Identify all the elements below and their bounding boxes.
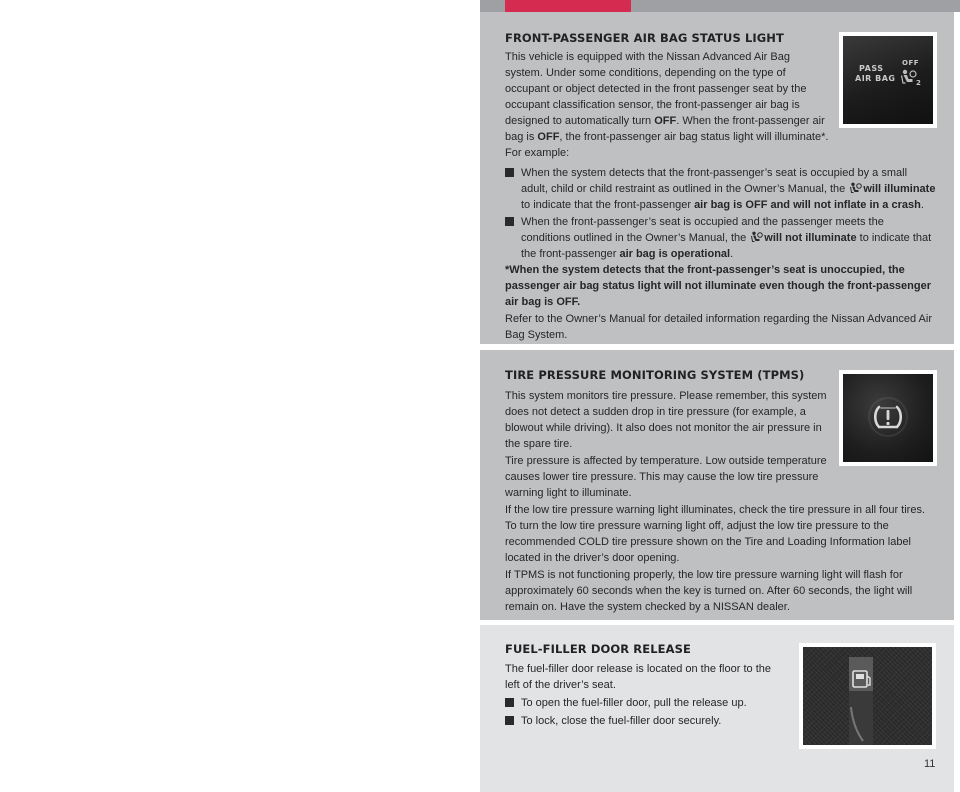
airbag-intro-line: system. Under some conditions, depending on the type of [505,67,786,79]
tpms-line: does not detect a sudden drop in tire pressure (for example, a [505,406,806,418]
airbag-bullet-1 [505,165,945,214]
airbag-note-line: *When the system detects that the front-passenger’s seat is unoccupied, the [505,264,905,276]
airbag-note-line: air bag is OFF. [505,296,581,308]
air-bag-label: AIR BAG [855,74,896,83]
tpms-warning-icon [868,397,908,437]
tpms-line: the spare tire. [505,438,573,450]
bullet-line [521,246,945,262]
tpms-warning-light-photo [839,370,937,466]
bullet-square-icon [505,698,514,707]
airbag-intro-line [505,113,825,129]
airbag-intro-line: occupant or object detected in the front passenger seat by the [505,83,807,95]
tpms-section [480,350,954,620]
off-emphasis: OFF [537,131,560,143]
fuel-lever-drawing [803,647,932,745]
tpms-line: remain on. Have the system checked by a NISSAN dealer. [505,601,790,613]
text-run: to indicate that [856,232,932,245]
bullet-line: To open the fuel-filler door, pull the release up. [521,697,747,709]
fuel-line: The fuel-filler door release is located on the floor to the [505,663,771,675]
text-run: . [920,199,924,212]
airbag-intro-line: For example: [505,147,570,159]
airbag-bullet-2 [505,214,945,263]
text-run: . [730,248,734,261]
text-run: . When the front-passenger air [676,115,825,127]
tpms-line: warning light to illuminate. [505,487,632,499]
tpms-line: To turn the low tire pressure warning light off, adjust the low tire pressure to the [505,520,889,532]
bullet-line: When the system detects that the front-passenger’s seat is occupied by a small [521,167,908,179]
fuel-bullet-1 [505,695,805,711]
tpms-photo-inner [843,374,933,462]
text-run: adult, child or child restraint as outlined in the Owner’s Manual, the [521,183,849,196]
text-run: will illuminate [863,183,936,196]
bullet-square-icon [505,168,514,177]
text-run: bag is [505,131,538,143]
airbag-intro-line [505,129,828,145]
text-run: , the front-passenger air bag status light will illuminate*. [559,131,829,143]
fuel-line: left of the driver’s seat. [505,679,616,691]
fuel-section [480,625,954,792]
bullet-line: When the front-passenger’s seat is occupied and the passenger meets the [521,216,884,228]
passenger-airbag-icon [849,182,862,194]
text-run: designed to automatically turn [505,115,655,127]
airbag-photo-inner [843,36,933,124]
bullet-square-icon [505,716,514,725]
fuel-bullet-2 [505,713,805,729]
passenger-airbag-icon [750,231,763,243]
bullet-line [521,181,945,197]
text-run: air bag is operational [619,248,731,261]
pass-label: PASS [859,64,884,73]
airbag-status-light-photo [839,32,937,128]
text-run: to indicate that the front-passenger [521,199,695,212]
bullet-line [521,197,945,213]
tpms-line: If TPMS is not functioning properly, the low tire pressure warning light will flash for [505,569,903,581]
airbag-intro-line: This vehicle is equipped with the Nissan Advanced Air Bag [505,51,790,63]
fuel-title: FUEL-FILLER DOOR RELEASE [505,642,691,656]
airbag-title: FRONT-PASSENGER AIR BAG STATUS LIGHT [505,31,784,45]
bullet-square-icon [505,217,514,226]
seat-number-label: 2 [916,79,922,87]
fuel-release-lever-photo [799,643,936,749]
bullet-line [521,230,945,246]
airbag-refer-line: Refer to the Owner’s Manual for detailed information regarding the Nissan Advanced Air [505,313,932,325]
off-label: OFF [902,59,920,67]
page-number: 11 [924,758,936,770]
airbag-note-line: passenger air bag status light will not illuminate even though the front-passenger [505,280,932,292]
tpms-line: recommended COLD tire pressure shown on the Tire and Loading Information label [505,536,912,548]
page-top-accent [505,0,631,12]
airbag-intro-line: occupant classification sensor, the front-passenger air bag is [505,99,800,111]
tpms-line: If the low tire pressure warning light illuminates, check the tire pressure in all four tires. [505,504,926,516]
tpms-line: causes lower tire pressure. This may cause the low tire pressure [505,471,819,483]
text-run: air bag is OFF and will not inflate in a crash [694,199,921,212]
tpms-line: This system monitors tire pressure. Please remember, this system [505,390,827,402]
bullet-line: To lock, close the fuel-filler door securely. [521,715,722,727]
off-emphasis: OFF [654,115,677,127]
tpms-title: TIRE PRESSURE MONITORING SYSTEM (TPMS) [505,368,805,382]
text-run: conditions outlined in the Owner’s Manual, the [521,232,750,245]
tpms-line: located in the driver’s door opening. [505,552,680,564]
airbag-section [480,12,954,344]
airbag-refer-line: Bag System. [505,329,568,341]
tpms-line: approximately 60 seconds when the key is turned on. After 60 seconds, the light will [505,585,913,597]
tpms-line: blowout while driving). It also does not monitor the air pressure in [505,422,822,434]
text-run: the front-passenger [521,248,620,261]
fuel-photo-inner [803,647,932,745]
tpms-line: Tire pressure is affected by temperature. Low outside temperature [505,455,827,467]
text-run: will not illuminate [764,232,857,245]
